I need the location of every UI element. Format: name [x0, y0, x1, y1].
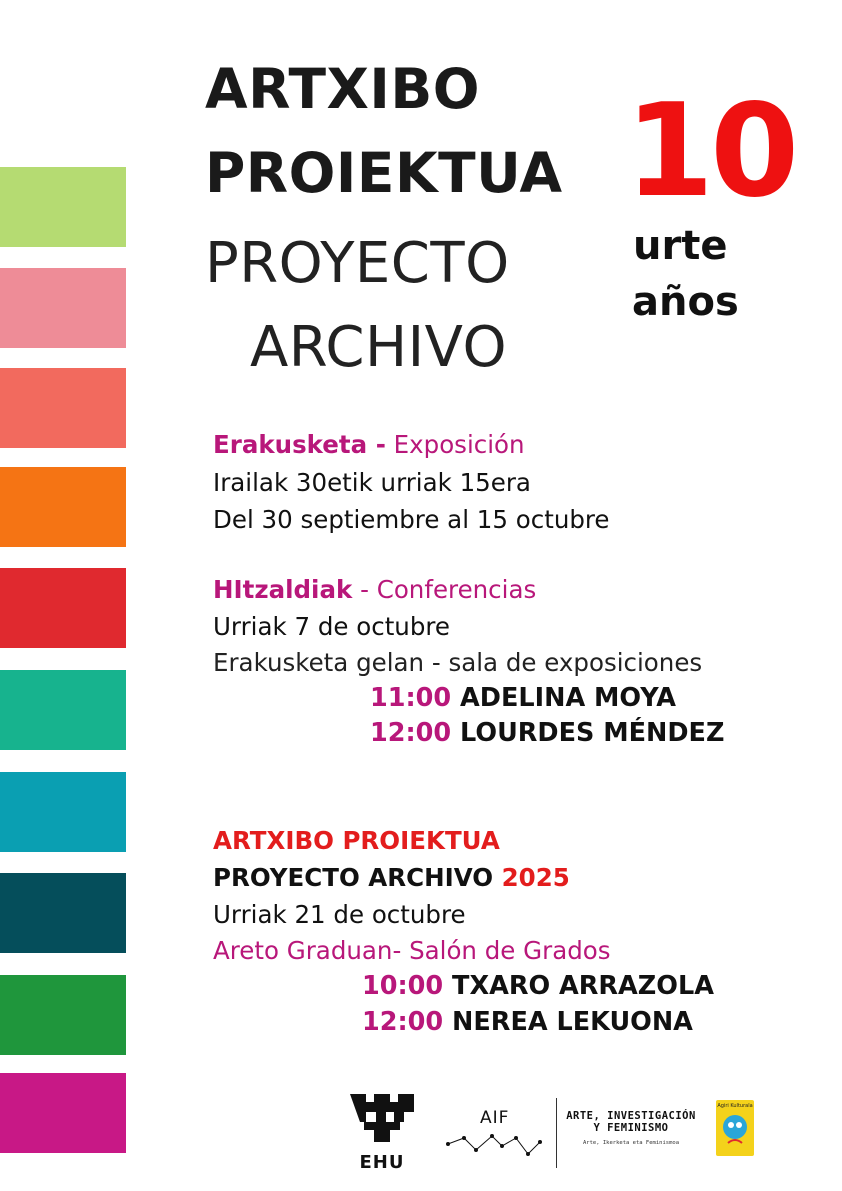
color-stripe-6	[0, 670, 126, 750]
talk-time: 12:00	[362, 1007, 444, 1037]
project2025-venue: Areto Graduan- Salón de Grados	[213, 936, 611, 965]
project2025-title-eu: ARTXIBO PROIEKTUA	[213, 826, 500, 855]
arte-title-1: ARTE, INVESTIGACIÓN	[566, 1110, 696, 1122]
title-line-2: PROIEKTUA	[205, 141, 563, 205]
conference-talk-2	[370, 718, 725, 748]
exhibition-label-eu: Erakusketa -	[213, 430, 386, 459]
exhibition-label-es: Exposición	[385, 430, 525, 459]
exhibition-dates-eu: Irailak 30etik urriak 15era	[213, 468, 531, 497]
project2025-title-es	[213, 863, 570, 892]
color-stripe-10	[0, 1073, 126, 1153]
anniversary-number: 10	[625, 77, 796, 226]
arte-investigacion-logo	[566, 1110, 696, 1146]
talk-speaker: NEREA LEKUONA	[443, 1007, 693, 1037]
logo-divider	[556, 1098, 557, 1168]
color-stripe-4	[0, 467, 126, 547]
conference-talk-1	[370, 683, 676, 713]
color-stripe-2	[0, 268, 126, 348]
talk-speaker: LOURDES MÉNDEZ	[451, 718, 725, 748]
anniversary-spanish: años	[632, 279, 739, 325]
title-line-1: ARTXIBO	[205, 57, 481, 121]
project2025-title-es-text: PROYECTO ARCHIVO	[213, 863, 502, 892]
anniversary-basque: urte	[633, 223, 728, 269]
color-stripe-3	[0, 368, 126, 448]
ehu-emblem-icon	[346, 1092, 418, 1144]
talk-time: 10:00	[362, 971, 444, 1001]
project2025-year: 2025	[501, 863, 570, 892]
conferences-label-es: - Conferencias	[352, 575, 537, 604]
conferences-heading	[213, 575, 537, 604]
conferences-date: Urriak 7 de octubre	[213, 612, 450, 641]
talk-speaker: TXARO ARRAZOLA	[443, 971, 714, 1001]
conferences-venue: Erakusketa gelan - sala de exposiciones	[213, 648, 703, 677]
constellation-icon	[446, 1108, 546, 1164]
color-stripe-7	[0, 772, 126, 852]
title-line-3: PROYECTO	[205, 231, 510, 296]
color-stripe-1	[0, 167, 126, 247]
talk-time: 11:00	[370, 683, 452, 713]
agiri-kulturala-sticker	[716, 1100, 754, 1156]
arte-subtitle: Arte, Ikerketa eta Feminismoa	[582, 1140, 680, 1146]
aif-label: AIF	[480, 1108, 510, 1128]
exhibition-dates-es: Del 30 septiembre al 15 octubre	[213, 505, 610, 534]
sticker-label: Agiri Kulturala	[717, 1103, 753, 1109]
talk-time: 12:00	[370, 718, 452, 748]
talk-speaker: ADELINA MOYA	[451, 683, 676, 713]
sticker-figure-icon	[716, 1109, 754, 1151]
project2025-date: Urriak 21 de octubre	[213, 900, 466, 929]
ehu-logo	[346, 1092, 418, 1174]
aif-logo	[446, 1108, 546, 1164]
exhibition-heading	[213, 430, 525, 459]
color-stripe-5	[0, 568, 126, 648]
project-talk-2	[362, 1007, 693, 1037]
conferences-label-eu: HItzaldiak	[213, 575, 353, 604]
arte-title-2: Y FEMINISMO	[593, 1122, 669, 1134]
ehu-label: EHU	[359, 1152, 405, 1173]
project-talk-1	[362, 971, 714, 1001]
title-line-4: ARCHIVO	[250, 315, 508, 380]
color-stripe-8	[0, 873, 126, 953]
color-stripe-9	[0, 975, 126, 1055]
